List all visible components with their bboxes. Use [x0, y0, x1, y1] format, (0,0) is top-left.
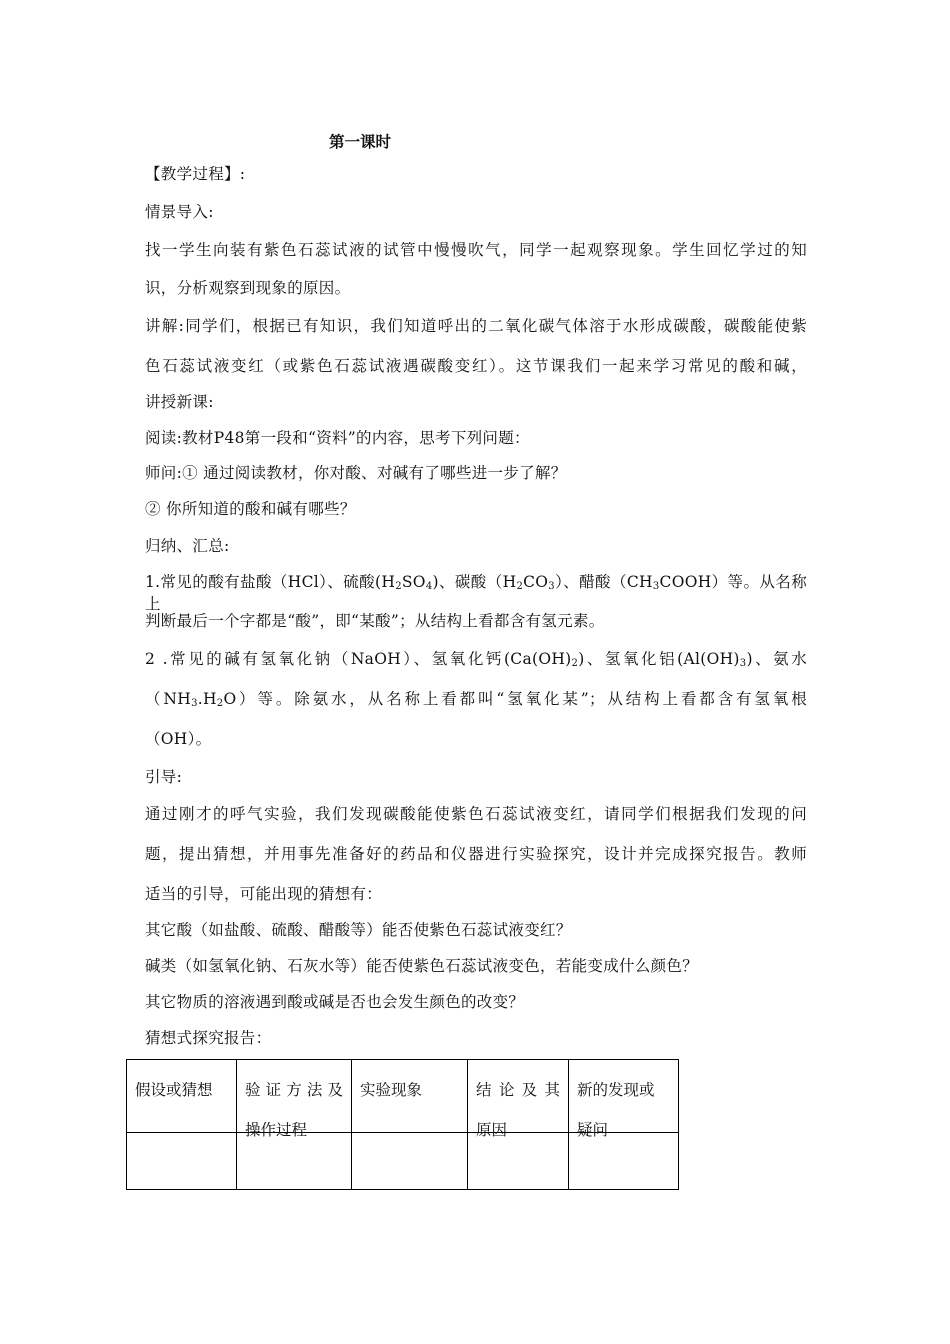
summary-label: 归纳、汇总: [145, 537, 230, 555]
guide-label: 引导: [145, 768, 183, 786]
inquiry-report-table [126, 1059, 679, 1190]
reading-instruction: 阅读:教材P48第一段和“资料”的内容，思考下列问题： [145, 429, 530, 447]
base-line-3: （OH）。 [145, 730, 212, 748]
acid-line-1: 1.常见的酸有盐酸（HCl）、硫酸$(H_2SO_4)$、碳酸$(H_2CO_3)$、醋酸$(CH_3COOH)$等。从名称上 [145, 573, 807, 613]
table-header-row [127, 1060, 679, 1133]
report-label: 猜想式探究报告： [145, 1029, 272, 1047]
table-cell[interactable] [352, 1133, 468, 1190]
teacher-question-1: 师问:① 通过阅读教材，你对酸、对碱有了哪些进一步了解？ [145, 464, 567, 482]
guess-2: 碱类（如氢氧化钠、石灰水等）能否使紫色石蕊试液变色，若能变成什么颜色？ [145, 957, 699, 975]
guess-1: 其它酸（如盐酸、硫酸、醋酸等）能否使紫色石蕊试液变红？ [145, 921, 572, 939]
table-cell[interactable] [127, 1133, 237, 1190]
guide-line-2: 题，提出猜想，并用事先准备好的药品和仪器进行实验探究，设计并完成探究报告。教师 [145, 845, 807, 863]
intro-paragraph-line-2: 识，分析观察到现象的原因。 [145, 279, 351, 297]
header-phenomenon: 实验现象 [352, 1060, 468, 1133]
header-method: 验证方法及 操作过程 [237, 1060, 352, 1133]
header-new-findings: 新的发现或 疑问 [569, 1060, 679, 1133]
heading-teaching-process: 【教学过程】: [145, 165, 246, 183]
acid-line-2: 判断最后一个字都是“酸”，即“某酸”；从结构上看都含有氢元素。 [145, 612, 605, 630]
header-conclusion: 结论及其 原因 [468, 1060, 569, 1133]
intro-label: 情景导入: [145, 203, 214, 221]
lesson-title: 第一课时 [329, 132, 392, 151]
guess-3: 其它物质的溶液遇到酸或碱是否也会发生颜色的改变？ [145, 993, 525, 1011]
new-lesson-label: 讲授新课: [145, 393, 214, 411]
teacher-question-2: ② 你所知道的酸和碱有哪些？ [145, 500, 356, 518]
explain-line-1: 讲解:同学们，根据已有知识，我们知道呼出的二氧化碳气体溶于水形成碳酸，碳酸能使紫 [145, 317, 807, 335]
guide-line-1: 通过刚才的呼气实验，我们发现碳酸能使紫色石蕊试液变红，请同学们根据我们发现的问 [145, 805, 807, 823]
intro-paragraph-line-1: 找一学生向装有紫色石蕊试液的试管中慢慢吹气，同学一起观察现象。学生回忆学过的知 [145, 241, 807, 259]
base-line-1: 2 .常见的碱有氢氧化钠（NaOH）、氢氧化钙$(Ca(OH)_2)$、氢氧化铝$(Al(OH)_3)$、氨水 [145, 650, 808, 669]
header-hypothesis: 假设或猜想 [127, 1060, 237, 1133]
base-line-2: $(NH_3.H_2O)$等。除氨水，从名称上看都叫“氢氧化某”；从结构上看都含有氢氧根 [145, 690, 807, 709]
guide-line-3: 适当的引导，可能出现的猜想有： [145, 885, 383, 903]
explain-line-2: 色石蕊试液变红（或紫色石蕊试液遇碳酸变红）。这节课我们一起来学习常见的酸和碱， [145, 357, 807, 375]
